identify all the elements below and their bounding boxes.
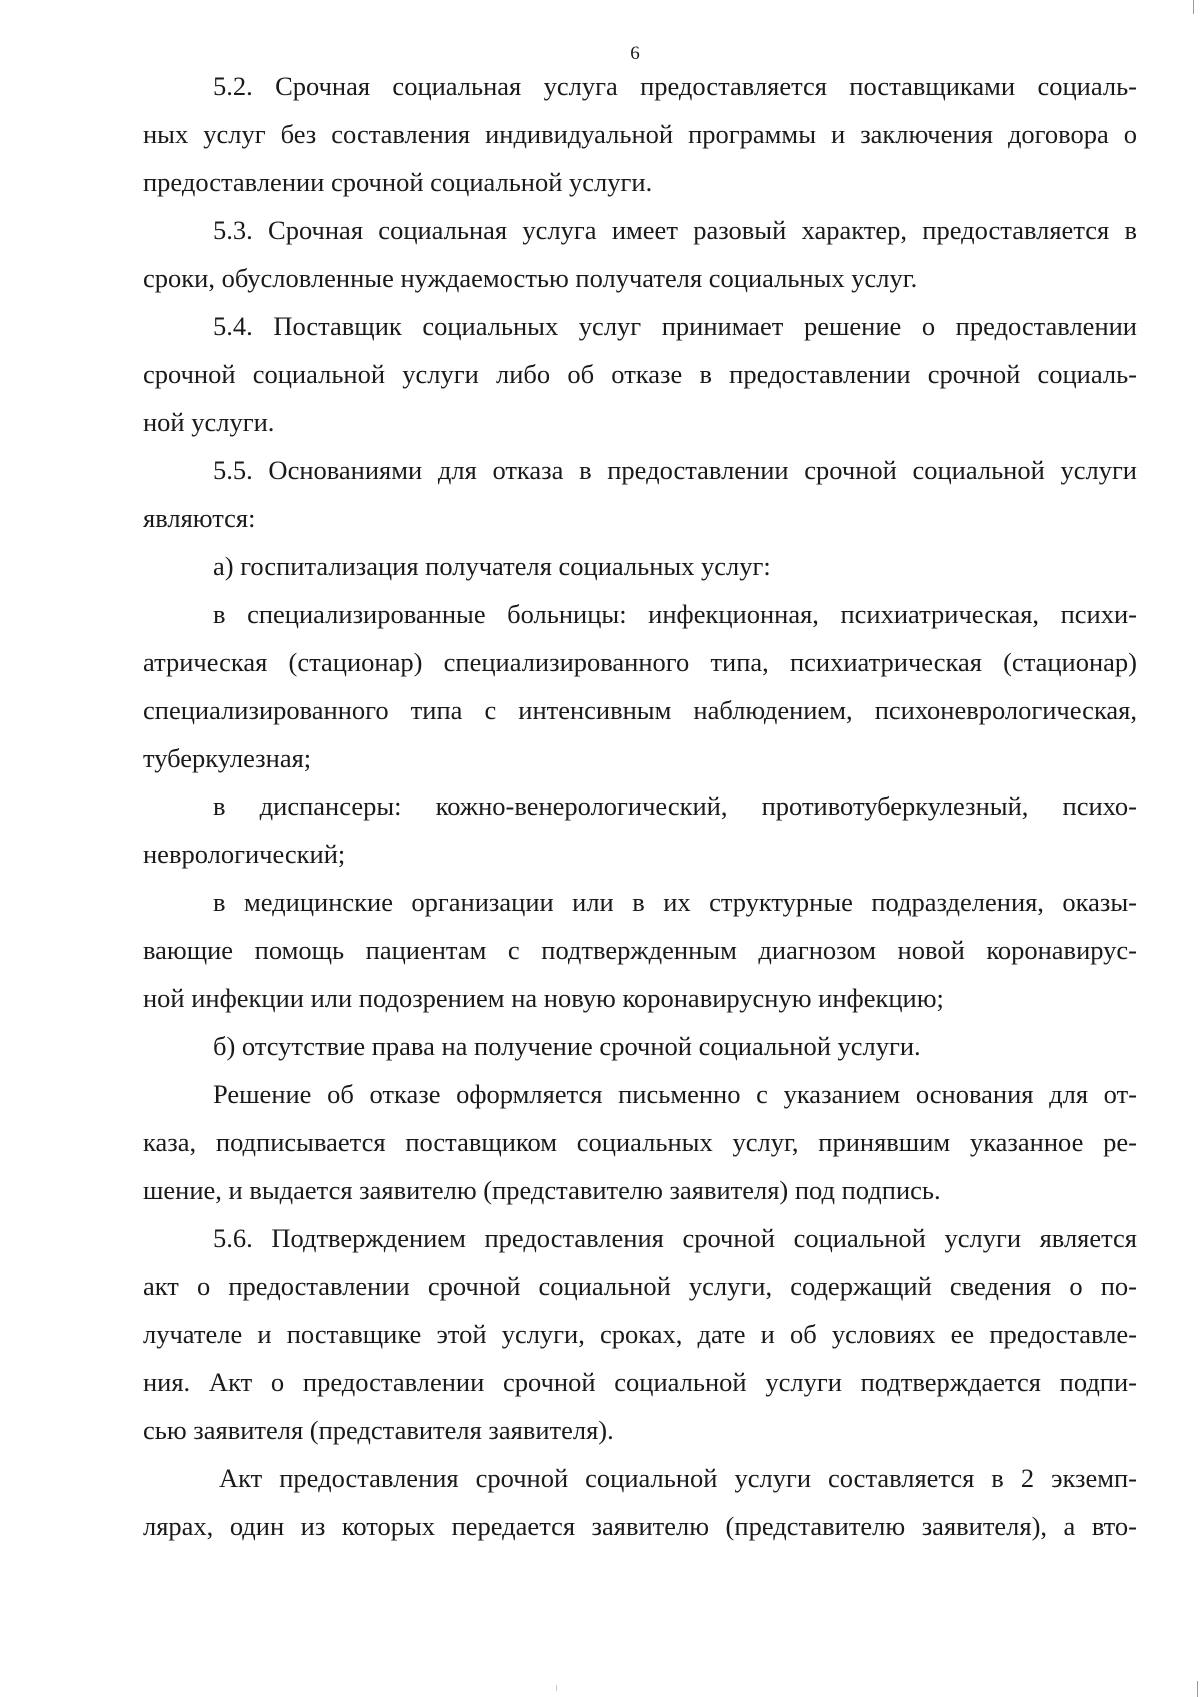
paragraph-line: 5.6. Подтверждением предоставления срочной социальной услуги является (213, 1223, 1137, 1253)
paragraph-line: вающие помощь пациентам с подтвержденным диагнозом новой коронавирус- (143, 935, 1137, 965)
paragraph-line: акт о предоставлении срочной социальной услуги, содержащий сведения о по- (143, 1271, 1137, 1301)
paragraph-line: ных услуг без составления индивидуальной программы и заключения договора о (143, 119, 1137, 149)
paragraph-line: являются: (143, 503, 256, 533)
scan-edge-mark-bottom-center (556, 1685, 557, 1691)
paragraph-line: неврологический; (143, 839, 346, 869)
paragraph-line: ной услуги. (143, 407, 275, 437)
paragraph-line: атрическая (стационар) специализированного типа, психиатрическая (стационар) (143, 647, 1137, 677)
paragraph-line: в медицинские организации или в их структурные подразделения, оказы- (213, 887, 1137, 917)
scan-edge-mark-top-right (1193, 0, 1194, 14)
paragraph-line: лярах, один из которых передается заявителю (представителю заявителя), а вто- (143, 1511, 1137, 1541)
paragraph-line: в специализированные больницы: инфекционная, психиатрическая, психи- (213, 599, 1137, 629)
paragraph-line: срочной социальной услуги либо об отказе в предоставлении срочной социаль- (143, 359, 1137, 389)
paragraph-line: Решение об отказе оформляется письменно с указанием основания для от- (213, 1079, 1137, 1109)
paragraph-line: предоставлении срочной социальной услуги. (143, 167, 653, 197)
page-number: 6 (630, 43, 640, 64)
paragraph-line: ния. Акт о предоставлении срочной социальной услуги подтверждается подпи- (143, 1367, 1137, 1397)
paragraph-line: Акт предоставления срочной социальной услуги составляется в 2 экземп- (219, 1463, 1137, 1493)
paragraph-line: ной инфекции или подозрением на новую коронавирусную инфекцию; (143, 983, 944, 1013)
paragraph-line: каза, подписывается поставщиком социальных услуг, принявшим указанное ре- (143, 1127, 1137, 1157)
paragraph-line: 5.5. Основаниями для отказа в предоставлении срочной социальной услуги (213, 455, 1137, 485)
paragraph-line: в диспансеры: кожно-венерологический, противотуберкулезный, психо- (213, 791, 1137, 821)
paragraph-line: 5.4. Поставщик социальных услуг принимает решение о предоставлении (213, 311, 1137, 341)
paragraph-line: шение, и выдается заявителю (представителю заявителя) под подпись. (143, 1175, 941, 1205)
paragraph-line: 5.2. Срочная социальная услуга предоставляется поставщиками социаль- (213, 71, 1137, 101)
paragraph-line: специализированного типа с интенсивным наблюдением, психоневрологическая, (143, 695, 1137, 725)
scan-edge-mark-bottom-right (1197, 1681, 1198, 1697)
paragraph-line: туберкулезная; (143, 743, 312, 773)
paragraph-line: сью заявителя (представителя заявителя). (143, 1415, 614, 1445)
paragraph-line: 5.3. Срочная социальная услуга имеет разовый характер, предоставляется в (213, 215, 1137, 245)
paragraph-line: лучателе и поставщике этой услуги, сроках, дате и об условиях ее предоставле- (143, 1319, 1137, 1349)
paragraph-line: б) отсутствие права на получение срочной социальной услуги. (213, 1031, 921, 1061)
document-body (143, 62, 1137, 1550)
paragraph-line: а) госпитализация получателя социальных услуг: (213, 551, 771, 581)
paragraph-line: сроки, обусловленные нуждаемостью получателя социальных услуг. (143, 263, 918, 293)
